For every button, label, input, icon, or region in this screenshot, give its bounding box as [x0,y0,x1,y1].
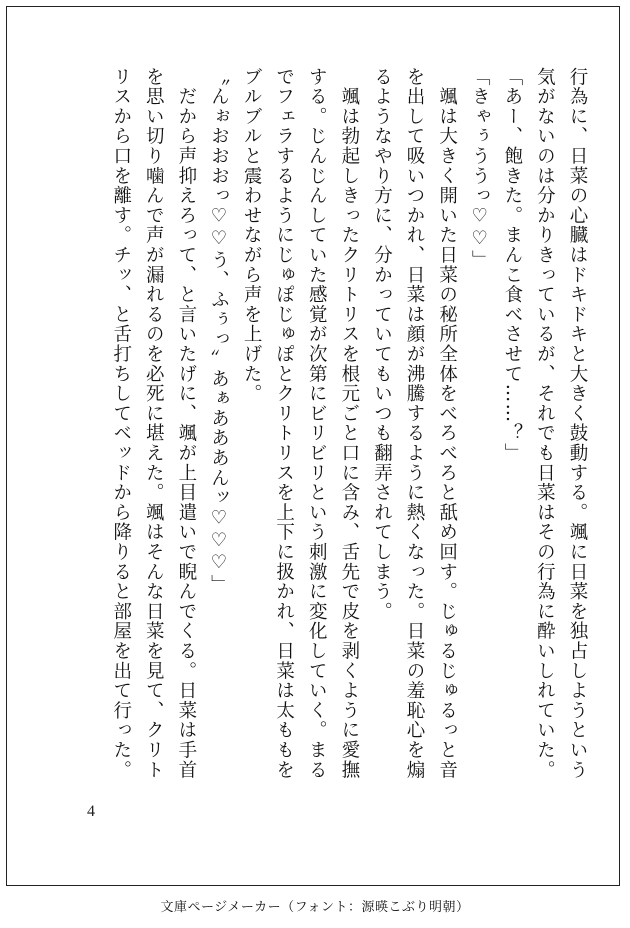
text-line: を思い切り噛んで声が漏れるのを必死に堪えた。颯はそんな日菜を見て、クリト [143,67,165,780]
text-line: 行為に、日菜の心臓はドキドキと大きく鼓動する。颯に日菜を独占しようという [567,67,588,780]
text-line: 気がないのは分かりきっているが、それでも日菜はその行為に酔いしれていた。 [534,67,556,780]
text-line: 「きゃぅううっ♡♡」 [469,67,491,270]
text-line: リスから口を離す。チッ、と舌打ちしてベッドから降りると部屋を出て行った。 [110,67,132,780]
page-frame [6,6,620,886]
text-line: 「あー、飽きた。まんこ食べさせて……？」 [501,67,523,463]
text-line: 颯は勃起しきったクリトリスを根元ごと口に含み、舌先で皮を剥くように愛撫 [338,67,360,780]
text-line: ブルブルと震わせながら声を上げた。 [241,67,263,404]
page-number: 4 [87,803,95,820]
vertical-text-body [33,67,593,797]
text-line: でフェラするようにじゅぽじゅぽとクリトリスを上下に扱かれ、日菜は太ももを [273,67,295,780]
text-line: るようなやり方に、分かっていてもいつも翻弄されてしまう。 [371,67,393,622]
footer-caption: 文庫ページメーカー（フォント：源暎こぶり明朝） [160,900,470,915]
text-line: 〝んぉおおおっ♡♡う、ふぅっ〞あぁあああんッ♡♡♡」 [208,67,230,595]
text-line: を出して吸いつかれ、日菜は顔が沸騰するように熱くなった。日菜の羞恥心を煽 [404,67,426,780]
text-line: 颯は大きく開いた日菜の秘所全体をべろべろと舐め回す。じゅるじゅるっと音 [436,67,458,780]
text-line: する。じんじんしていた感覚が次第にビリビリという刺激に変化していく。まる [306,67,328,780]
text-line: だから声抑えろって、と言いたげに、颯が上目遣いで睨んでくる。日菜は手首 [175,67,197,780]
